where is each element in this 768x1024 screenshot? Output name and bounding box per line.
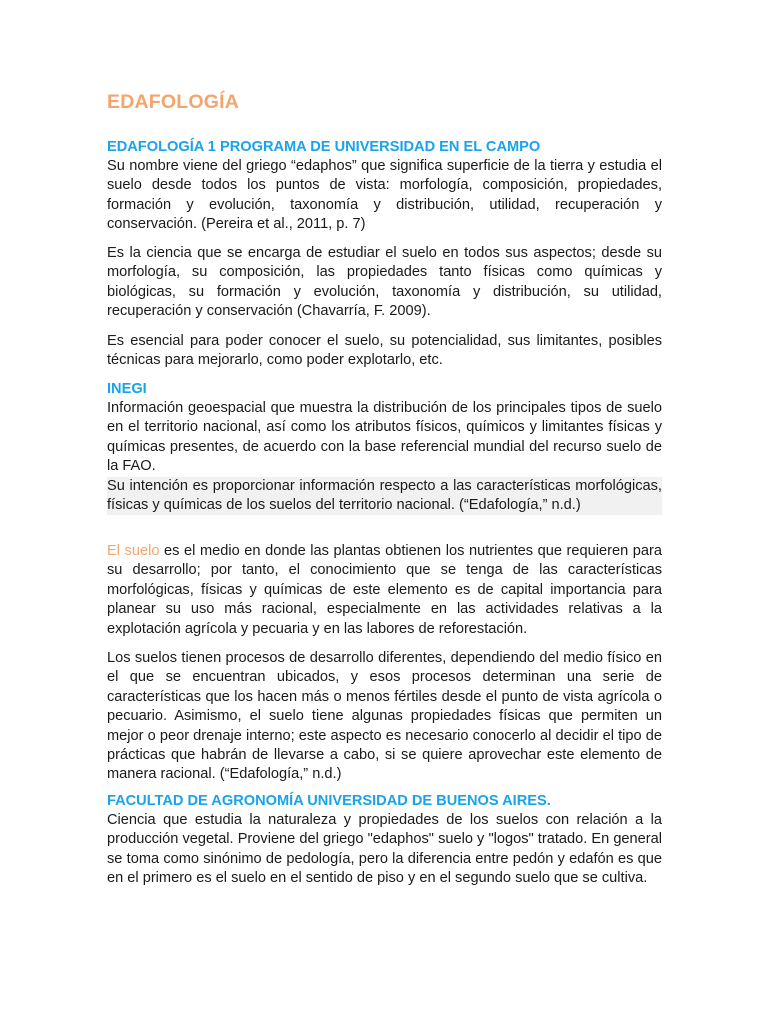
document-title: EDAFOLOGÍA	[107, 91, 239, 113]
paragraph: Es esencial para poder conocer el suelo, su potencialidad, sus limitantes, posibles técnicas para mejorarlo, como poder explotarlo, etc.	[107, 333, 662, 369]
paragraph: Su nombre viene del griego “edaphos” que significa superficie de la tierra y estudia el suelo desde todos los puntos de vista: morfología, composición, propiedades, formación y evolución, taxonomía y distribución, utilidad, recuperación y conservación. (Pereira et al., 2011, p. 7)	[107, 158, 662, 233]
section-heading: FACULTAD DE AGRONOMÍA UNIVERSIDAD DE BUENOS AIRES.	[107, 793, 551, 809]
paragraph: Información geoespacial que muestra la distribución de los principales tipos de suelo en el territorio nacional, así como los atributos físicos, químicos y limitantes físicas y químicas presentes, de acuerdo con la base referencial mundial del recurso suelo de la FAO.	[107, 400, 662, 475]
section-heading: EDAFOLOGÍA 1 PROGRAMA DE UNIVERSIDAD EN EL CAMPO	[107, 139, 541, 155]
paragraph: Los suelos tienen procesos de desarrollo diferentes, dependiendo del medio físico en el que se encuentran ubicados, y esos procesos determinan una serie de características que los hacen más o menos fértiles desde el punto de vista agrícola o pecuario. Asimismo, el suelo tiene algunas propiedades físicas que permiten un mejor o peor drenaje interno; este aspecto es necesario conocerlo al decidir el tipo de prácticas que habrán de llevarse a cabo, si se quiere aprovechar este elemento de manera racional. (“Edafología,” n.d.)	[107, 650, 662, 783]
section-universidad-en-el-campo	[107, 138, 662, 235]
paragraph: Ciencia que estudia la naturaleza y propiedades de los suelos con relación a la producción vegetal. Proviene del griego "edaphos" suelo y "logos" tratado. En general se toma como sinónimo de pedología, pero la diferencia entre pedón y edafón es que en el primero es el suelo en el sentido de piso y en el segundo suelo que se cultiva.	[107, 812, 662, 887]
section-facultad-agronomia	[107, 792, 662, 889]
section-1-paragraph-3-wrap	[107, 332, 662, 371]
highlighted-term: El suelo	[107, 543, 160, 559]
suelos-paragraph-wrap	[107, 649, 662, 785]
section-1-paragraph-2-wrap	[107, 244, 662, 322]
paragraph	[107, 542, 662, 639]
paragraph-text: es el medio en donde las plantas obtienen los nutrientes que requieren para su desarrollo; por tanto, el conocimiento que se tenga de las características morfológicas, físicas y químicas de este elemento es de capital importancia para planear su uso más racional, especialmente en las actividades relativas a la explotación agrícola y pecuaria y en las labores de reforestación.	[107, 543, 663, 637]
paragraph: Es la ciencia que se encarga de estudiar el suelo en todos sus aspectos; desde su morfología, su composición, las propiedades tanto físicas como químicas y biológicas, su formación y evolución, taxonomía y distribución, su utilidad, recuperación y conservación (Chavarría, F. 2009).	[107, 245, 662, 320]
highlighted-paragraph: Su intención es proporcionar información respecto a las características morfológicas, físicas y químicas de los suelos del territorio nacional. (“Edafología,” n.d.)	[107, 477, 662, 516]
suelo-paragraph-wrap	[107, 542, 662, 639]
section-heading: INEGI	[107, 381, 147, 397]
section-inegi	[107, 380, 662, 515]
